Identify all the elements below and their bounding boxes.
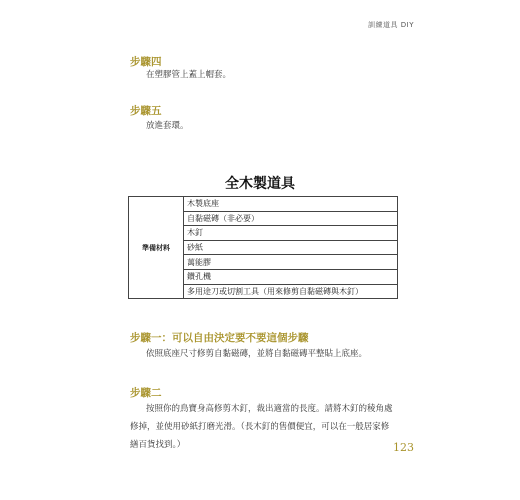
- table-row: [129, 197, 398, 212]
- step-two-line-3: 繕百貨找到。）: [130, 440, 186, 450]
- step-four-text: 在塑膠管上蓋上帽套。: [146, 70, 232, 80]
- material-item: 自黏磁磚（非必要）: [184, 211, 398, 226]
- material-item: 木製底座: [184, 197, 398, 212]
- running-header: 訓練道具 DIY: [368, 21, 414, 29]
- materials-row-label: 準備材料: [129, 197, 184, 299]
- materials-table: [128, 196, 398, 299]
- step-five-text: 放進套環。: [146, 121, 189, 131]
- material-item: 鑽孔機: [184, 269, 398, 284]
- material-item: 木釘: [184, 226, 398, 241]
- page-number: 123: [393, 441, 414, 454]
- section-title: 全木製道具: [225, 176, 295, 192]
- material-item: 多用途刀或切割工具（用來修剪自黏磁磚與木釘）: [184, 284, 398, 299]
- step-two-line-2: 修掉，並使用砂紙打磨光滑。（長木釘的售價便宜，可以在一般居家修: [130, 422, 390, 432]
- step-one-text: 依照底座尺寸修剪自黏磁磚，並將自黏磁磚平整貼上底座。: [146, 349, 368, 359]
- step-one-heading: 步驟一：可以自由決定要不要這個步驟: [130, 332, 309, 344]
- step-two-heading: 步驟二: [130, 387, 162, 399]
- material-item: 萬能膠: [184, 255, 398, 270]
- step-two-line-1: 按照你的鳥寶身高修剪木釘，裁出適當的長度。請將木釘的稜角處: [146, 404, 393, 414]
- step-five-heading: 步驟五: [130, 105, 162, 117]
- step-four-heading: 步驟四: [130, 56, 162, 68]
- material-item: 砂紙: [184, 240, 398, 255]
